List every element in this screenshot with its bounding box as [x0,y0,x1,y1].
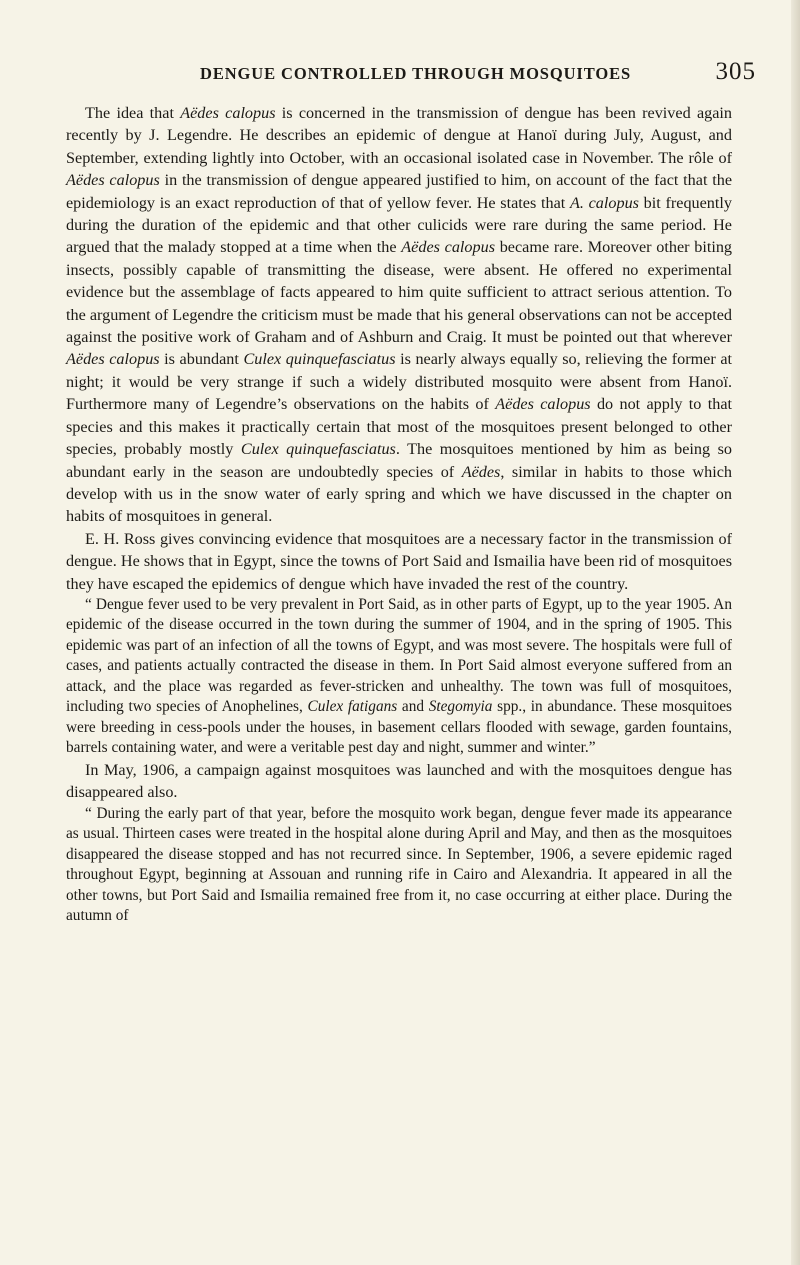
text-run: is concerned in the transmission of dengue has been revived again recently by J. Legendre. He describes an epidemic of dengue at Hanoï during July, August, and September, extending lightly into October, with an occasional isolated case in November. The rôle of [66,104,733,167]
text-run: , similar in habits to those which develop with us in the snow water of early spring and which we have discussed in the chapter on habits of mosquitoes in general. [66,462,732,526]
italic-term: Aëdes calopus [66,350,160,369]
italic-term: Culex quinquefasciatus [243,350,396,369]
running-title: DENGUE CONTROLLED THROUGH MOSQUITOES [200,64,632,83]
paragraph [66,528,732,595]
text-run: . The mosquitoes mentioned by him as being so abundant early in the season are undoubtedly species of [66,440,733,481]
text-run: spp., in abundance. These mosquitoes were breeding in cess-pools under the houses, in basement cellars flooded with sewage, garden fountains, barrels containing water, and were a veritable pest day and night, summer and winter.” [66,698,732,757]
text-run: “ Dengue fever used to be very prevalent in Port Said, as in other parts of Egypt, up to the year 1905. An epidemic of the disease occurred in the town during the summer of 1904, and in the spring of 1905. This epidemic was part of an infection of all the towns of Egypt, and was most severe. The hospitals were full of cases, and patients actually contracted the disease in them. In Port Said almost everyone suffered from an attack, and the place was regarded as fever-stricken and unhealthy. The town was full of mosquitoes, including two species of Anophelines, [66,595,732,716]
paragraph [66,595,732,759]
italic-term: Aëdes calopus [66,171,160,190]
running-head [60,58,756,90]
italic-term: Aëdes calopus [495,395,591,414]
italic-term: Aëdes calopus [180,104,276,122]
body-text [66,102,732,927]
text-run: became rare. Moreover other biting insects, possibly capable of transmitting the disease, were absent. He offered no experimental evidence but the assemblage of facts appeared to him quite sufficient to attract serious attention. To the argument of Legendre the criticism must be made that his general observations can not be accepted against the positive work of Graham and of Ashburn and Craig. It must be pointed out that wherever [66,238,733,347]
page-number: 305 [715,58,756,85]
paragraph [66,759,732,804]
text-run: is abundant [159,350,244,369]
text-run: in the transmission of dengue appeared justified to him, on account of the fact that the epidemiology is an exact reproduction of that of yellow fever. He states that [66,171,732,212]
paragraph [66,804,732,927]
page-edge [791,0,800,1265]
italic-term: A. calopus [569,193,639,212]
text-run: and [397,698,429,716]
text-run: do not apply to that species and this makes it practically certain that most of the mosquitoes present belonged to other species, probably mostly [66,395,732,459]
italic-term: Stegomyia [428,698,493,716]
text-run: In May, 1906, a campaign against mosquitoes was launched and with the mosquitoes dengue has disappeared also. [66,760,732,802]
text-run: is nearly always equally so, relieving the former at night; it would be very strange if such a widely distributed mosquito were absent from Hanoï. Furthermore many of Legendre’s observations on the habits of [66,350,733,414]
italic-term: Culex quinquefasciatus [240,440,396,459]
paragraph [66,102,732,528]
italic-term: Aëdes [461,462,501,481]
italic-term: Aëdes calopus [401,238,496,257]
text-run: bit frequently during the duration of the epidemic and that other culicids were rare during the same period. He argued that the malady stopped at a time when the [66,193,732,257]
text-run: E. H. Ross gives convincing evidence that mosquitoes are a necessary factor in the transmission of dengue. He shows that in Egypt, since the towns of Port Said and Ismailia have been rid of mosquitoes they have escaped the epidemics of dengue which have invaded the rest of the country. [66,529,732,593]
text-run: “ During the early part of that year, before the mosquito work began, dengue fever made its appearance as usual. Thirteen cases were treated in the hospital alone during April and May, and then as the mosquitoes disappeared the disease stopped and has not recurred since. In September, 1906, a severe epidemic raged throughout Egypt, beginning at Assouan and running rife in Cairo and Alexandria. It appeared in all the other towns, but Port Said and Ismailia remained free from it, no case occurring at either place. During the autumn of [66,804,732,925]
text-run: The idea that [85,104,181,122]
italic-term: Culex fatigans [307,698,398,716]
